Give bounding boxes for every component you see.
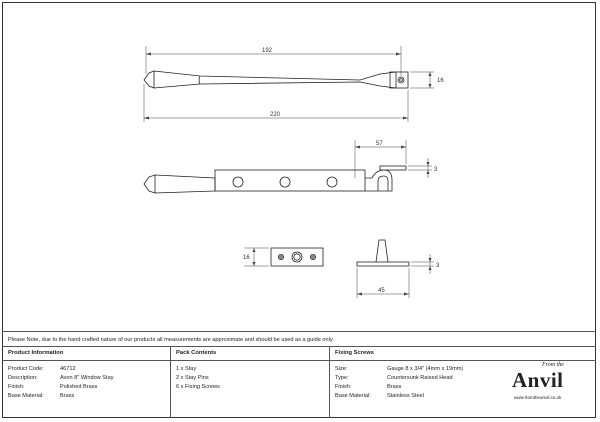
logo-from-the: From the — [542, 362, 564, 368]
screw-finish-value: Brass — [387, 384, 402, 390]
dim-arm-length: 192 — [262, 48, 273, 54]
base-material-label: Base Material: — [8, 393, 44, 399]
screw-base-material-label: Base Material: — [335, 393, 371, 399]
column-divider-2 — [329, 346, 330, 418]
fixing-screws-heading: Fixing Screws — [335, 350, 374, 356]
pack-item-stay: 1 x Stay — [176, 366, 197, 372]
screw-base-material-value: Stainless Steel — [387, 393, 425, 399]
finish-value: Polished Brass — [60, 384, 98, 390]
logo-brand: Anvil — [512, 368, 564, 392]
logo-url: www.fromtheanvil.co.uk — [514, 395, 562, 400]
stay-top-view — [144, 71, 408, 88]
screw-type-value: Countersunk Raised Head — [387, 375, 453, 381]
dimension-lines-side — [355, 140, 432, 178]
dimension-lines-pin — [357, 254, 434, 298]
dim-pin-height: 3 — [436, 263, 440, 269]
note-divider — [2, 346, 596, 347]
base-material-value: Brass — [60, 393, 75, 399]
dimension-lines-top — [144, 46, 434, 122]
dim-overall-length: 220 — [270, 112, 281, 118]
pack-contents-heading: Pack Contents — [176, 350, 217, 356]
pack-item-fixing-screws: 6 x Fixing Screws — [176, 384, 220, 390]
description-value: Avon 8" Window Stay — [60, 375, 114, 381]
measurement-note: Please Note, due to the hand crafted nature of our products all measurements are approximate and should be used as a guide only. — [8, 337, 334, 343]
screw-size-label: Size: — [335, 366, 348, 372]
pin-plate-view — [271, 248, 323, 266]
product-code-value: 46712 — [60, 366, 76, 372]
dim-body-height: 16 — [437, 78, 444, 84]
screw-size-value: Gauge 8 x 3/4" (4mm x 19mm) — [387, 366, 464, 372]
stay-side-view — [144, 166, 406, 193]
screw-type-label: Type: — [335, 375, 349, 381]
dim-plate-height: 16 — [243, 255, 250, 261]
description-label: Description: — [8, 375, 38, 381]
dim-stay-end-height: 3 — [434, 167, 438, 173]
pin-side-view — [357, 240, 409, 266]
screw-finish-label: Finish: — [335, 384, 352, 390]
column-divider-1 — [170, 346, 171, 418]
header-divider — [2, 360, 596, 361]
product-code-label: Product Code: — [8, 366, 44, 372]
product-info-heading: Product Information — [8, 350, 64, 356]
pack-item-stay-pins: 2 x Stay Pins — [176, 375, 209, 381]
from-the-anvil-logo — [508, 362, 592, 412]
finish-label: Finish: — [8, 384, 25, 390]
dim-stay-end-offset: 57 — [376, 141, 383, 147]
table-top-rule — [2, 331, 596, 332]
dim-pin-length: 45 — [378, 288, 385, 294]
